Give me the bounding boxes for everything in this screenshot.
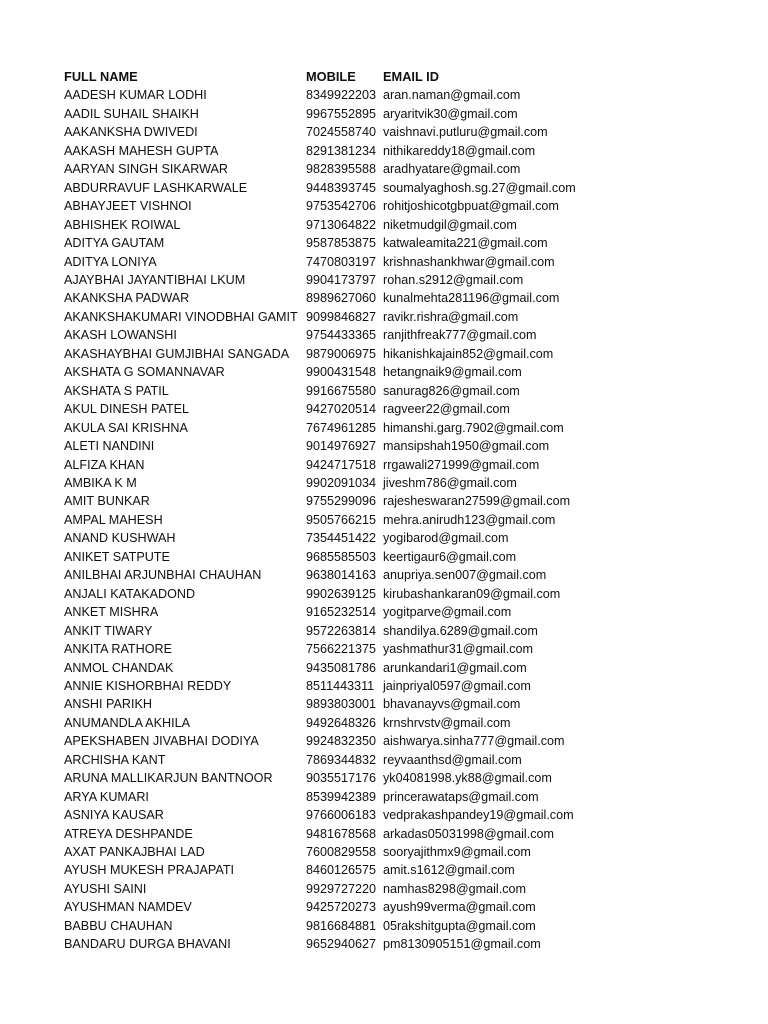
full-name-cell: ANKITA RATHORE [64, 642, 172, 657]
full-name-cell: ATREYA DESHPANDE [64, 826, 193, 841]
table-row [64, 788, 684, 806]
table-row [64, 234, 684, 252]
mobile-cell: 9427020514 [306, 402, 377, 417]
full-name-cell: AYUSHI SAINI [64, 881, 147, 896]
table-row [64, 492, 684, 510]
mobile-cell: 9904173797 [306, 272, 377, 287]
contacts-table [64, 68, 684, 954]
email-cell: reyvaanthsd@gmail.com [383, 752, 522, 767]
mobile-cell: 8349922203 [306, 88, 377, 103]
email-cell: rrgawali271999@gmail.com [383, 457, 540, 472]
mobile-cell: 9766006183 [306, 808, 377, 823]
mobile-cell: 9505766215 [306, 512, 377, 527]
table-row [64, 659, 684, 677]
full-name-cell: ABDURRAVUF LASHKARWALE [64, 180, 248, 195]
mobile-cell: 7566221375 [306, 642, 377, 657]
full-name-cell: AYUSHMAN NAMDEV [64, 900, 192, 915]
full-name-cell: ANKIT TIWARY [64, 623, 153, 638]
mobile-header: MOBILE [306, 69, 356, 84]
mobile-cell: 8539942389 [306, 789, 377, 804]
table-row [64, 474, 684, 492]
table-row [64, 271, 684, 289]
mobile-cell: 9879006975 [306, 346, 377, 361]
full-name-cell: AKASHAYBHAI GUMJIBHAI SANGADA [64, 346, 290, 361]
table-row [64, 714, 684, 732]
mobile-cell: 8291381234 [306, 143, 377, 158]
mobile-cell: 9165232514 [306, 605, 377, 620]
email-cell: rohitjoshicotgbpuat@gmail.com [383, 199, 559, 214]
mobile-cell: 9967552895 [306, 106, 377, 121]
contact-sheet [64, 68, 754, 954]
full-name-cell: ANSHI PARIKH [64, 697, 152, 712]
header-row [64, 68, 684, 86]
full-name-cell: AKULA SAI KRISHNA [64, 420, 188, 435]
email-cell: arkadas05031998@gmail.com [383, 826, 555, 841]
mobile-cell: 9685585503 [306, 549, 377, 564]
mobile-cell: 9572263814 [306, 623, 377, 638]
mobile-cell: 9014976927 [306, 439, 377, 454]
table-header [64, 68, 684, 86]
email-cell: yogitparve@gmail.com [383, 605, 512, 620]
email-cell: aishwarya.sinha777@gmail.com [383, 734, 565, 749]
full-name-cell: ALETI NANDINI [64, 439, 155, 454]
email-cell: niketmudgil@gmail.com [383, 217, 517, 232]
mobile-cell: 9753542706 [306, 199, 377, 214]
full-name-cell: ABHAYJEET VISHNOI [64, 199, 192, 214]
table-row [64, 566, 684, 584]
email-header: EMAIL ID [383, 69, 439, 84]
email-cell: soumalyaghosh.sg.27@gmail.com [383, 180, 576, 195]
mobile-cell: 8989627060 [306, 291, 377, 306]
full-name-cell: AXAT PANKAJBHAI LAD [64, 845, 205, 860]
table-row [64, 529, 684, 547]
full-name-cell: AJAYBHAI JAYANTIBHAI LKUM [64, 272, 246, 287]
table-row [64, 548, 684, 566]
table-row [64, 289, 684, 307]
email-cell: vedprakashpandey19@gmail.com [383, 808, 574, 823]
full-name-cell: AMPAL MAHESH [64, 512, 163, 527]
full-name-cell: BABBU CHAUHAN [64, 918, 173, 933]
full-name-cell: AMIT BUNKAR [64, 494, 150, 509]
email-cell: keertigaur6@gmail.com [383, 549, 517, 564]
full-name-header: FULL NAME [64, 69, 138, 84]
mobile-cell: 9448393745 [306, 180, 377, 195]
full-name-cell: ANMOL CHANDAK [64, 660, 174, 675]
table-row [64, 179, 684, 197]
email-cell: sooryajithmx9@gmail.com [383, 845, 531, 860]
email-cell: mehra.anirudh123@gmail.com [383, 512, 556, 527]
email-cell: princerawataps@gmail.com [383, 789, 539, 804]
full-name-cell: ANILBHAI ARJUNBHAI CHAUHAN [64, 568, 262, 583]
mobile-cell: 7470803197 [306, 254, 377, 269]
table-row [64, 769, 684, 787]
email-cell: kunalmehta281196@gmail.com [383, 291, 560, 306]
full-name-cell: ANJALI KATAKADOND [64, 586, 196, 601]
table-row [64, 160, 684, 178]
full-name-cell: AARYAN SINGH SIKARWAR [64, 162, 228, 177]
full-name-cell: AYUSH MUKESH PRAJAPATI [64, 863, 235, 878]
mobile-cell: 9828395588 [306, 162, 377, 177]
email-cell: namhas8298@gmail.com [383, 881, 526, 896]
email-cell: vaishnavi.putluru@gmail.com [383, 125, 548, 140]
table-row [64, 142, 684, 160]
email-cell: rohan.s2912@gmail.com [383, 272, 524, 287]
table-row [64, 825, 684, 843]
table-row [64, 935, 684, 953]
mobile-cell: 9424717518 [306, 457, 377, 472]
email-cell: hetangnaik9@gmail.com [383, 365, 522, 380]
table-row [64, 437, 684, 455]
full-name-cell: APEKSHABEN JIVABHAI DODIYA [64, 734, 259, 749]
full-name-cell: BANDARU DURGA BHAVANI [64, 937, 231, 952]
full-name-cell: AKSHATA S PATIL [64, 383, 169, 398]
table-row [64, 363, 684, 381]
table-row [64, 419, 684, 437]
mobile-cell: 7674961285 [306, 420, 377, 435]
email-cell: yogibarod@gmail.com [383, 531, 509, 546]
email-cell: aran.naman@gmail.com [383, 88, 521, 103]
full-name-cell: ARYA KUMARI [64, 789, 149, 804]
mobile-cell: 9755299096 [306, 494, 377, 509]
email-cell: kirubashankaran09@gmail.com [383, 586, 561, 601]
full-name-cell: AADESH KUMAR LODHI [64, 88, 207, 103]
full-name-cell: ARUNA MALLIKARJUN BANTNOOR [64, 771, 273, 786]
full-name-cell: AKSHATA G SOMANNAVAR [64, 365, 225, 380]
mobile-cell: 7600829558 [306, 845, 377, 860]
full-name-cell: ASNIYA KAUSAR [64, 808, 164, 823]
mobile-cell: 9492648326 [306, 715, 377, 730]
full-name-cell: AKASH LOWANSHI [64, 328, 177, 343]
full-name-cell: ANNIE KISHORBHAI REDDY [64, 678, 232, 693]
email-cell: amit.s1612@gmail.com [383, 863, 515, 878]
mobile-cell: 9099846827 [306, 309, 377, 324]
full-name-cell: AAKANKSHA DWIVEDI [64, 125, 198, 140]
mobile-cell: 9435081786 [306, 660, 377, 675]
full-name-cell: AKANKSHA PADWAR [64, 291, 190, 306]
full-name-cell: ABHISHEK ROIWAL [64, 217, 181, 232]
table-row [64, 308, 684, 326]
full-name-cell: AKANKSHAKUMARI VINODBHAI GAMIT [64, 309, 298, 324]
table-row [64, 751, 684, 769]
email-cell: ranjithfreak777@gmail.com [383, 328, 537, 343]
mobile-cell: 9587853875 [306, 236, 377, 251]
email-cell: bhavanayvs@gmail.com [383, 697, 521, 712]
email-cell: ragveer22@gmail.com [383, 402, 510, 417]
table-row [64, 585, 684, 603]
table-row [64, 86, 684, 104]
mobile-cell: 9713064822 [306, 217, 377, 232]
table-row [64, 123, 684, 141]
email-cell: himanshi.garg.7902@gmail.com [383, 420, 564, 435]
full-name-cell: ANUMANDLA AKHILA [64, 715, 190, 730]
table-row [64, 105, 684, 123]
mobile-cell: 7354451422 [306, 531, 377, 546]
email-cell: 05rakshitgupta@gmail.com [383, 918, 536, 933]
full-name-cell: ALFIZA KHAN [64, 457, 145, 472]
full-name-cell: ARCHISHA KANT [64, 752, 166, 767]
mobile-cell: 9638014163 [306, 568, 377, 583]
table-row [64, 400, 684, 418]
mobile-cell: 7869344832 [306, 752, 377, 767]
full-name-cell: AAKASH MAHESH GUPTA [64, 143, 219, 158]
table-row [64, 917, 684, 935]
full-name-cell: ADITYA GAUTAM [64, 236, 165, 251]
table-row [64, 898, 684, 916]
email-cell: jainpriyal0597@gmail.com [383, 678, 531, 693]
mobile-cell: 8511443311 [306, 678, 375, 693]
email-cell: shandilya.6289@gmail.com [383, 623, 538, 638]
mobile-cell: 9900431548 [306, 365, 377, 380]
full-name-cell: AADIL SUHAIL SHAIKH [64, 106, 199, 121]
email-cell: yk04081998.yk88@gmail.com [383, 771, 552, 786]
mobile-cell: 9652940627 [306, 937, 377, 952]
table-row [64, 732, 684, 750]
table-row [64, 880, 684, 898]
mobile-cell: 9916675580 [306, 383, 377, 398]
table-row [64, 326, 684, 344]
table-row [64, 511, 684, 529]
table-body [64, 86, 684, 953]
email-cell: rajesheswaran27599@gmail.com [383, 494, 571, 509]
table-row [64, 843, 684, 861]
mobile-cell: 9902639125 [306, 586, 377, 601]
table-row [64, 861, 684, 879]
email-cell: yashmathur31@gmail.com [383, 642, 533, 657]
mobile-cell: 9924832350 [306, 734, 377, 749]
table-row [64, 216, 684, 234]
email-cell: krishnashankhwar@gmail.com [383, 254, 555, 269]
mobile-cell: 9035517176 [306, 771, 377, 786]
full-name-cell: AMBIKA K M [64, 475, 137, 490]
table-row [64, 603, 684, 621]
full-name-cell: ANKET MISHRA [64, 605, 159, 620]
full-name-cell: ANAND KUSHWAH [64, 531, 176, 546]
mobile-cell: 9425720273 [306, 900, 377, 915]
mobile-cell: 9902091034 [306, 475, 377, 490]
email-cell: ravikr.rishra@gmail.com [383, 309, 519, 324]
email-cell: aradhyatare@gmail.com [383, 162, 521, 177]
full-name-cell: ANIKET SATPUTE [64, 549, 170, 564]
full-name-cell: AKUL DINESH PATEL [64, 402, 190, 417]
email-cell: ayush99verma@gmail.com [383, 900, 536, 915]
email-cell: mansipshah1950@gmail.com [383, 439, 550, 454]
email-cell: aryaritvik30@gmail.com [383, 106, 518, 121]
table-row [64, 677, 684, 695]
email-cell: sanurag826@gmail.com [383, 383, 520, 398]
table-row [64, 622, 684, 640]
table-row [64, 197, 684, 215]
email-cell: jiveshm786@gmail.com [383, 475, 517, 490]
email-cell: katwaleamita221@gmail.com [383, 236, 548, 251]
table-row [64, 640, 684, 658]
email-cell: krnshrvstv@gmail.com [383, 715, 511, 730]
mobile-cell: 8460126575 [306, 863, 377, 878]
table-row [64, 253, 684, 271]
email-cell: pm8130905151@gmail.com [383, 937, 541, 952]
table-row [64, 456, 684, 474]
table-row [64, 345, 684, 363]
full-name-cell: ADITYA LONIYA [64, 254, 157, 269]
mobile-cell: 9754433365 [306, 328, 377, 343]
email-cell: nithikareddy18@gmail.com [383, 143, 536, 158]
mobile-cell: 9893803001 [306, 697, 377, 712]
email-cell: hikanishkajain852@gmail.com [383, 346, 554, 361]
table-row [64, 806, 684, 824]
table-row [64, 382, 684, 400]
mobile-cell: 9816684881 [306, 918, 377, 933]
mobile-cell: 9929727220 [306, 881, 377, 896]
table-row [64, 695, 684, 713]
email-cell: anupriya.sen007@gmail.com [383, 568, 547, 583]
mobile-cell: 9481678568 [306, 826, 377, 841]
email-cell: arunkandari1@gmail.com [383, 660, 527, 675]
mobile-cell: 7024558740 [306, 125, 377, 140]
